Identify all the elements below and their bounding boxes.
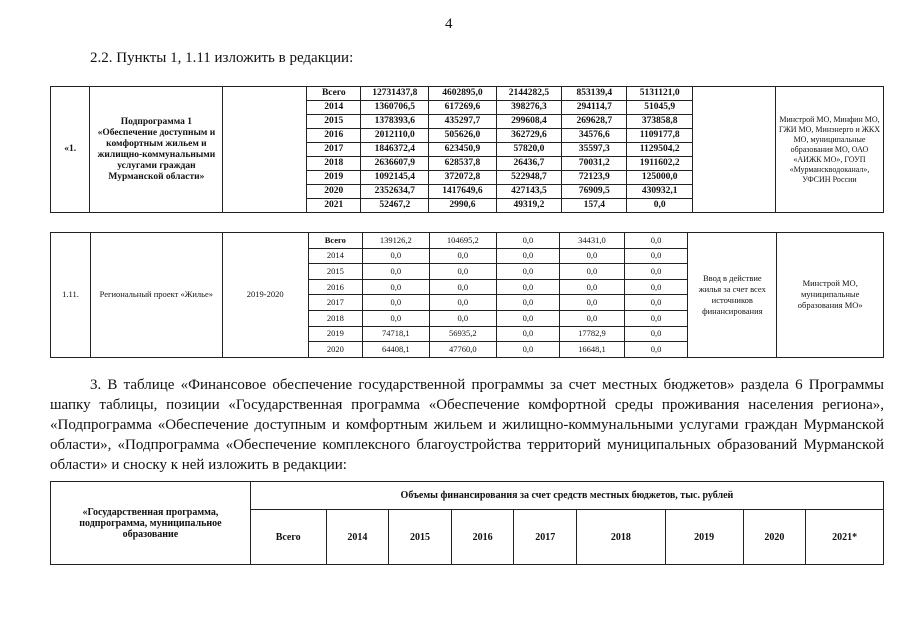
t1-cell: 617269,6 xyxy=(429,101,496,115)
t2-cell: 0,0 xyxy=(560,279,625,295)
t1-cell: 522948,7 xyxy=(496,171,562,185)
t2-cell: 0,0 xyxy=(624,310,687,326)
t1-cell: 2019 xyxy=(307,171,361,185)
t1-cell: 623450,9 xyxy=(429,143,496,157)
t2-result: Ввод в действие жилья за счет всех источников финансирования xyxy=(688,233,777,358)
t1-cell: 35597,3 xyxy=(562,143,627,157)
t2-cell: 34431,0 xyxy=(560,233,625,249)
t1-cell: 372072,8 xyxy=(429,171,496,185)
t1-cell: 52467,2 xyxy=(361,199,429,213)
t1-cell: 34576,6 xyxy=(562,129,627,143)
t2-cell: 0,0 xyxy=(496,248,559,264)
t3-col-header: Всего xyxy=(250,510,326,565)
t2-cell: 0,0 xyxy=(429,310,496,326)
t2-cell: 0,0 xyxy=(560,310,625,326)
t1-cell: 57820,0 xyxy=(496,143,562,157)
t2-cell: 56935,2 xyxy=(429,326,496,342)
t1-cell: 362729,6 xyxy=(496,129,562,143)
t2-cell: 2018 xyxy=(308,310,362,326)
t1-cell: 12731437,8 xyxy=(361,87,429,101)
t1-cell: 294114,7 xyxy=(562,101,627,115)
t1-cell: 1109177,8 xyxy=(627,129,693,143)
t1-cell: 2017 xyxy=(307,143,361,157)
t1-cell: 373858,8 xyxy=(627,115,693,129)
t1-cell: 4602895,0 xyxy=(429,87,496,101)
t1-cell: 2352634,7 xyxy=(361,185,429,199)
t2-cell: 0,0 xyxy=(429,295,496,311)
t3-col-header: 2016 xyxy=(451,510,514,565)
t2-cell: 0,0 xyxy=(496,264,559,280)
t1-cell: 49319,2 xyxy=(496,199,562,213)
t1-num: «1. xyxy=(51,87,90,213)
t1-cell: 157,4 xyxy=(562,199,627,213)
t3-col-header: 2019 xyxy=(665,510,743,565)
t1-cell: 1129504,2 xyxy=(627,143,693,157)
t1-cell: 72123,9 xyxy=(562,171,627,185)
t2-cell: 0,0 xyxy=(624,264,687,280)
t1-executors: Минстрой МО, Минфин МО, ГЖИ МО, Минэнерго и ЖКХ МО, муниципальные образования МО, ОАО «АИЖК МО», ГОУП «Мурманскводоканал», УФСИН России xyxy=(775,87,883,213)
t2-cell: 0,0 xyxy=(496,233,559,249)
t3-col-header: 2015 xyxy=(389,510,452,565)
t1-cell: 51045,9 xyxy=(627,101,693,115)
t3-col-header: 2021* xyxy=(806,510,884,565)
t2-cell: 2016 xyxy=(308,279,362,295)
t2-cell: 0,0 xyxy=(429,248,496,264)
t1-cell: 1846372,4 xyxy=(361,143,429,157)
t1-cell: 26436,7 xyxy=(496,157,562,171)
t2-executors: Минстрой МО, муниципальные образования МО» xyxy=(777,233,884,358)
t1-cell: 0,0 xyxy=(627,199,693,213)
section-2-2-heading: 2.2. Пункты 1, 1.11 изложить в редакции: xyxy=(90,50,354,66)
t1-cell: 2014 xyxy=(307,101,361,115)
t2-cell: 0,0 xyxy=(624,233,687,249)
t2-cell: 0,0 xyxy=(362,279,429,295)
t1-cell: 70031,2 xyxy=(562,157,627,171)
t2-period: 2019-2020 xyxy=(222,233,308,358)
t2-cell: 139126,2 xyxy=(362,233,429,249)
t2-cell: 104695,2 xyxy=(429,233,496,249)
t1-name: Подпрограмма 1 «Обеспечение доступным и комфортным жильем и жилищно-коммунальными услугами граждан Мурманской области» xyxy=(90,87,223,213)
t2-cell: 0,0 xyxy=(624,326,687,342)
t1-cell: 2021 xyxy=(307,199,361,213)
table-row xyxy=(51,233,884,249)
t2-cell: 0,0 xyxy=(496,326,559,342)
t1-cell: 1911602,2 xyxy=(627,157,693,171)
t2-cell: 2019 xyxy=(308,326,362,342)
t2-cell: 0,0 xyxy=(496,295,559,311)
t2-cell: 0,0 xyxy=(429,264,496,280)
t2-cell: 0,0 xyxy=(429,279,496,295)
t2-cell: 0,0 xyxy=(624,248,687,264)
t1-cell: 853139,4 xyxy=(562,87,627,101)
t1-cell: 2636607,9 xyxy=(361,157,429,171)
t2-cell: 17782,9 xyxy=(560,326,625,342)
t1-cell: 2015 xyxy=(307,115,361,129)
t1-cell: Всего xyxy=(307,87,361,101)
table-row xyxy=(51,87,884,101)
t2-name: Региональный проект «Жилье» xyxy=(90,233,222,358)
t2-num: 1.11. xyxy=(51,233,91,358)
t1-cell: 125000,0 xyxy=(627,171,693,185)
t1-period xyxy=(223,87,307,213)
t1-cell: 1417649,6 xyxy=(429,185,496,199)
t2-cell: 0,0 xyxy=(624,342,687,358)
t2-cell: 0,0 xyxy=(362,264,429,280)
t2-cell: 0,0 xyxy=(624,295,687,311)
t1-cell: 2144282,5 xyxy=(496,87,562,101)
t2-cell: Всего xyxy=(308,233,362,249)
t2-cell: 0,0 xyxy=(362,295,429,311)
t3-left-header: «Государственная программа, подпрограмма, муниципальное образование xyxy=(51,482,251,565)
t1-result xyxy=(693,87,776,213)
t2-cell: 0,0 xyxy=(560,295,625,311)
t1-cell: 427143,5 xyxy=(496,185,562,199)
t1-cell: 1378393,6 xyxy=(361,115,429,129)
t2-cell: 16648,1 xyxy=(560,342,625,358)
t3-col-header: 2020 xyxy=(743,510,806,565)
t3-col-header: 2014 xyxy=(326,510,389,565)
t1-cell: 299608,4 xyxy=(496,115,562,129)
t2-cell: 0,0 xyxy=(496,310,559,326)
t1-cell: 628537,8 xyxy=(429,157,496,171)
t3-col-header: 2017 xyxy=(514,510,577,565)
t1-cell: 2018 xyxy=(307,157,361,171)
t1-cell: 2016 xyxy=(307,129,361,143)
t1-cell: 2012110,0 xyxy=(361,129,429,143)
t2-cell: 0,0 xyxy=(362,310,429,326)
t2-cell: 0,0 xyxy=(362,248,429,264)
t1-cell: 435297,7 xyxy=(429,115,496,129)
t3-top-header: Объемы финансирования за счет средств местных бюджетов, тыс. рублей xyxy=(250,482,883,510)
t3-col-header: 2018 xyxy=(577,510,666,565)
t1-cell: 1360706,5 xyxy=(361,101,429,115)
page-number: 4 xyxy=(445,16,453,32)
t2-cell: 2014 xyxy=(308,248,362,264)
t1-cell: 269628,7 xyxy=(562,115,627,129)
t2-cell: 0,0 xyxy=(624,279,687,295)
local-budget-table-header xyxy=(50,481,884,565)
subprogram-1-table xyxy=(50,86,884,213)
t2-cell: 0,0 xyxy=(560,264,625,280)
t2-cell: 0,0 xyxy=(496,342,559,358)
t1-cell: 2990,6 xyxy=(429,199,496,213)
t1-cell: 76909,5 xyxy=(562,185,627,199)
t2-cell: 74718,1 xyxy=(362,326,429,342)
t2-cell: 2015 xyxy=(308,264,362,280)
t1-cell: 398276,3 xyxy=(496,101,562,115)
section-3-paragraph: 3. В таблице «Финансовое обеспечение государственной программы за счет местных бюджетов» раздела 6 Программы шапку таблицы, позиции «Государственная программа «Обеспечение комфортной среды проживания населения региона», «Подпрограмма «Обеспечение доступным и комфортным жильем и жилищно-коммунальными услугами граждан Мурманской области», «Подпрограмма «Обеспечение комплексного благоустройства территорий муниципальных образований Мурманской области» и сноску к ней изложить в редакции: xyxy=(50,377,884,473)
t2-cell: 2020 xyxy=(308,342,362,358)
t2-cell: 64408,1 xyxy=(362,342,429,358)
t2-cell: 2017 xyxy=(308,295,362,311)
t1-cell: 2020 xyxy=(307,185,361,199)
t2-cell: 47760,0 xyxy=(429,342,496,358)
t1-cell: 1092145,4 xyxy=(361,171,429,185)
t1-cell: 430932,1 xyxy=(627,185,693,199)
t1-cell: 505626,0 xyxy=(429,129,496,143)
t2-cell: 0,0 xyxy=(560,248,625,264)
t1-cell: 5131121,0 xyxy=(627,87,693,101)
t2-cell: 0,0 xyxy=(496,279,559,295)
regional-project-table xyxy=(50,232,884,358)
